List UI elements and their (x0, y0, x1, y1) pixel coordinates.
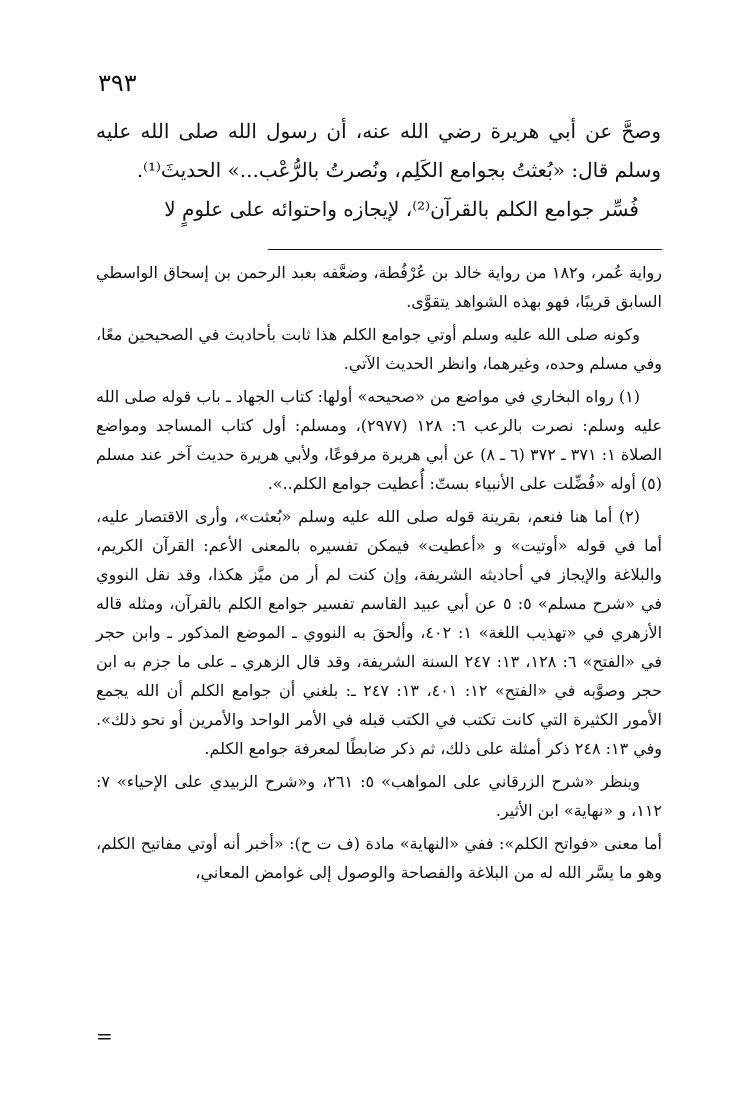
footnote-1: (١) رواه البخاري في مواضع من «صحيحه» أولها: كتاب الجهاد ـ باب قوله صلى الله عليه وسلم: نصرت بالرعب ٦: ١٢٨ (٢٩٧٧)، ومسلم: أول كتاب المساجد ومواضع الصلاة ١: ٣٧١ ـ ٣٧٢ (٦ ـ ٨) عن أبي هريرة مرفوعًا، ولأبي هريرة حديث آخر عند مسلم (٥) أوله «فُضِّلت على الأنبياء بستّ: أُعطيت جوامع الكلم..». (96, 387, 663, 493)
footnotes (96, 258, 662, 891)
footnote-paragraph: وينظر «شرح الزرقاني على المواهب» ٥: ٢٦١، و«شرح الزبيدي على الإحياء» ٧: ١١٢، و «نهاية» ابن الأثير. (96, 772, 662, 820)
page-number: ٣٩٣ (98, 69, 137, 97)
main-paragraph: وصحَّ عن أبي هريرة رضي الله عنه، أن رسول الله صلى الله عليه وسلم قال: «بُعثتُ بجوامع الكَلِم، ونُصرتُ بالرُّعْب...» الحديثَ⁽¹⁾. (96, 119, 661, 182)
footnote-2: (٢) أما هنا فنعم، بقرينة قوله صلى الله عليه وسلم «بُعثت»، وأرى الاقتصار عليه، أما في قوله «أوتيت» و «أعطيت» فيمكن تفسيره بالمعنى الأعم: القرآن الكريم، والبلاغة والإيجاز في أحاديثه الشريفة، وإن كنت لم أر من ميَّز هكذا، وقد نقل النووي في «شرح مسلم» ٥: ٥ عن أبي عبيد القاسم تفسير جوامع الكلم بالقرآن، ومثله قاله الأزهري في «تهذيب اللغة» ١: ٤٠٢، وألحقَ به النووي ـ الموضع المذكور ـ وابن حجر في «الفتح» ٦: ١٢٨، ١٣: ٢٤٧ السنة الشريفة، وقد قال الزهري ـ على ما جزم به ابن حجر وصوَّبه في «الفتح» ١٢: ٤٠١، ١٣: ٢٤٧ ـ: بلغني أن جوامع الكلم أن الله يجمع الأمور الكثيرة التي كانت تكتب في الكتب قبله في الأمر الواحد والأمرين أو نحو ذلك». وفي ١٣: ٢٤٨ ذكر أمثلة على ذلك، ثم ذكر ضابطًا لمعرفة جوامع الكلم. (96, 507, 663, 758)
footnote-divider (268, 249, 662, 250)
footnote-paragraph: وكونه صلى الله عليه وسلم أوتي جوامع الكلم هذا ثابت بأحاديث في الصحيحين معًا، وفي مسلم وحده، وغيرهما، وانظر الحديث الآتي. (96, 325, 662, 373)
footnote-paragraph: أما معنى «فواتح الكلم»: ففي «النهاية» مادة (ف ت ح): «أخبر أنه أوتي مفاتيح الكلم، وهو ما يسَّر الله له من البلاغة والفصاحة والوصول إلى غوامض المعاني، (96, 834, 662, 882)
footnote-continued: رواية عُمر، و١٨٢ من رواية خالد بن عُرْفُطة، وضعَّفه بعبد الرحمن بن إسحاق الواسطي السابق قريبًا، فهو بهذه الشواهد يتقوَّى. (96, 263, 662, 311)
main-text (96, 112, 661, 229)
main-paragraph: فُسِّر جوامع الكلم بالقرآن⁽²⁾، لإيجازه واحتوائه على علومٍ لا (164, 197, 639, 221)
continuation-mark: = (96, 1024, 113, 1048)
